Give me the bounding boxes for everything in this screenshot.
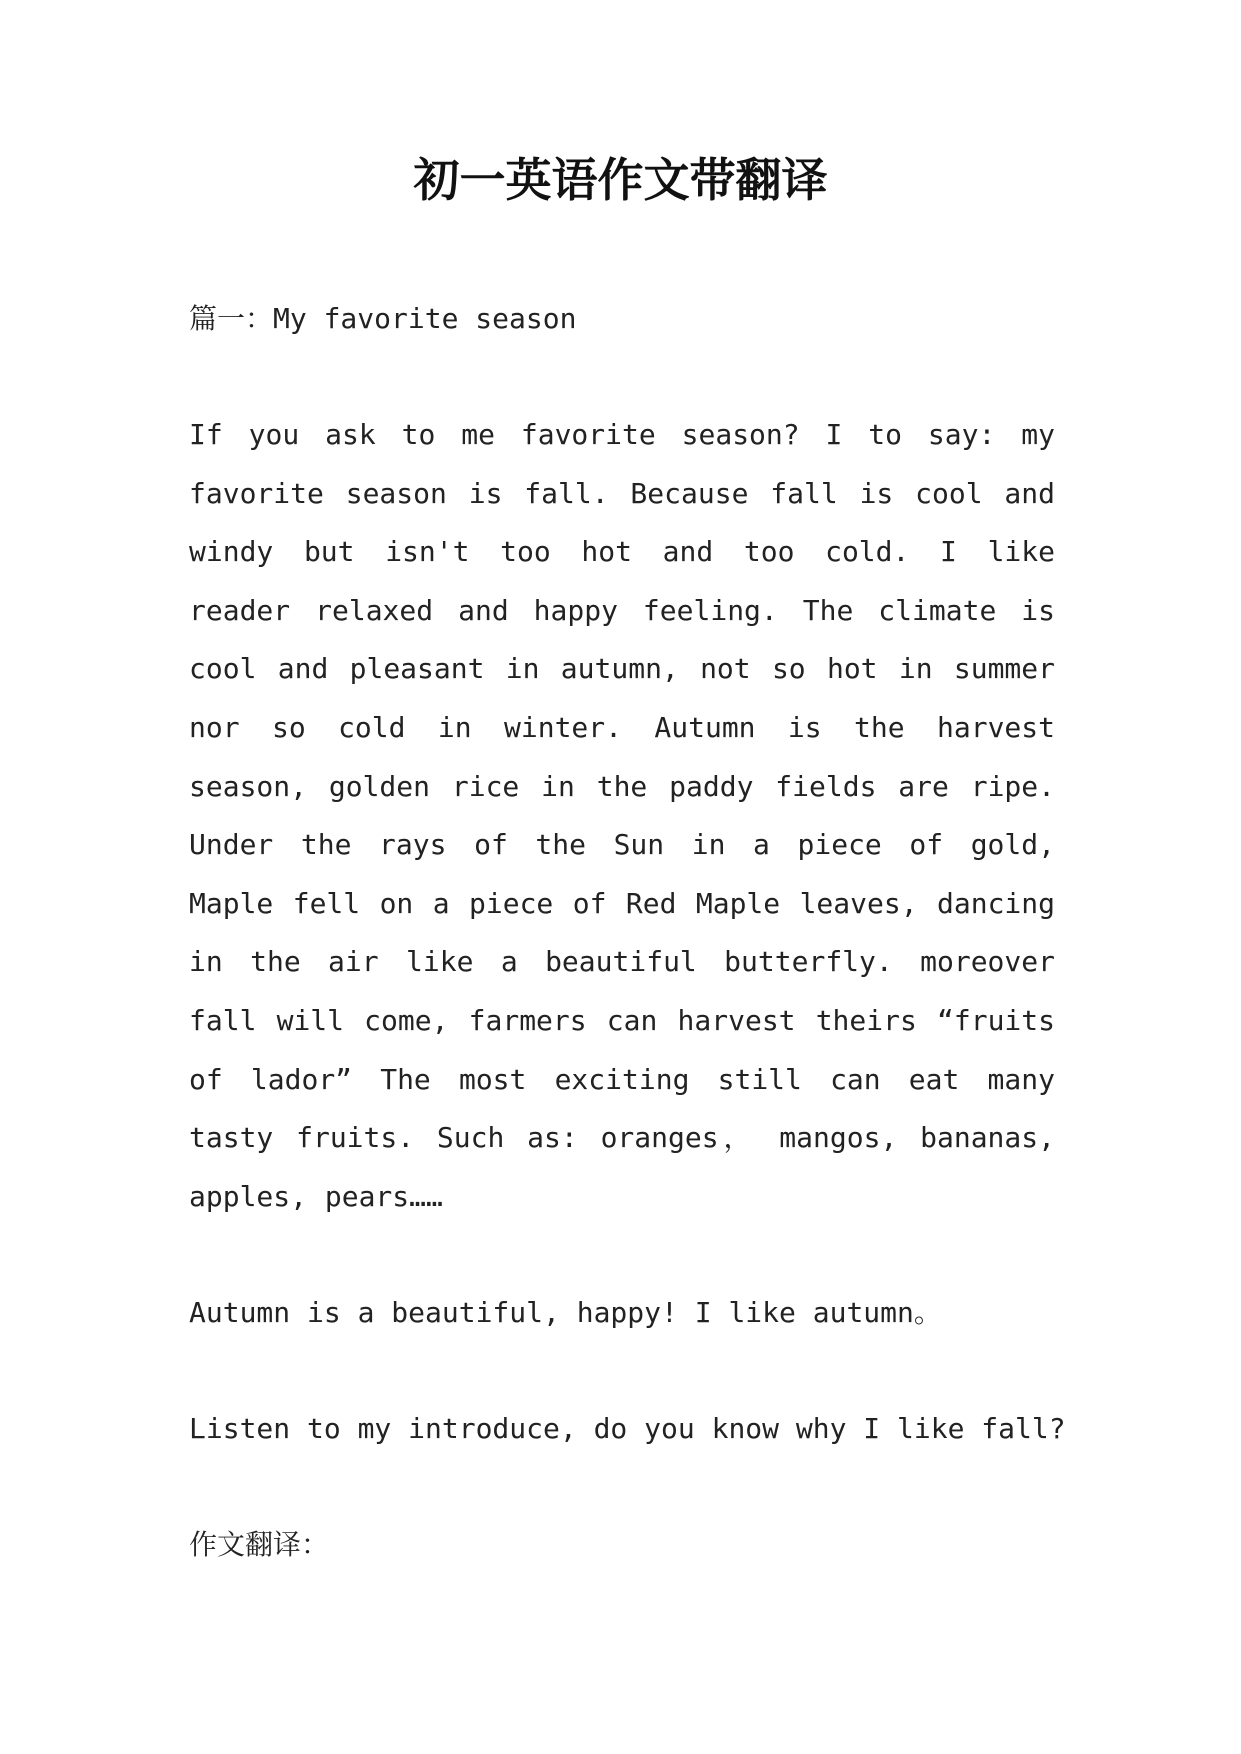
paragraph-gap [189,1226,1055,1284]
translation-heading: 作文翻译： [189,1528,330,1562]
essay-paragraph-3: Listen to my introduce, do you know why I like fall? [189,1412,1066,1446]
document-title: 初一英语作文带翻译 [413,153,828,207]
section-heading: 篇一：My favorite season [189,302,577,335]
essay-paragraph-1: If you ask to me favorite season? I to say: my favorite season is fall. Because fall is cool and windy but isn't too hot and too cold. I like reader relaxed and happy feeling. The climate is cool and pleasant in autumn, not so hot in summer nor so cold in winter. Autumn is the harvest season, golden rice in the paddy fields are ripe. Under the rays of the Sun in a piece of gold, Maple fell on a piece of Red Maple leaves, dancing in the air like a beautiful butterfly. moreover fall will come, farmers can harvest theirs “fruits of lador” The most exciting still can eat many tasty fruits. Such as: oranges， mangos, bananas, apples, pears…… [189,418,1055,1213]
paragraph-gap [189,1458,1055,1516]
essay-paragraph-2: Autumn is a beautiful, happy! I like autumn。 [189,1296,942,1330]
document-body [189,290,1066,1574]
paragraph-gap [189,348,1055,406]
paragraph-gap [189,1342,1055,1400]
